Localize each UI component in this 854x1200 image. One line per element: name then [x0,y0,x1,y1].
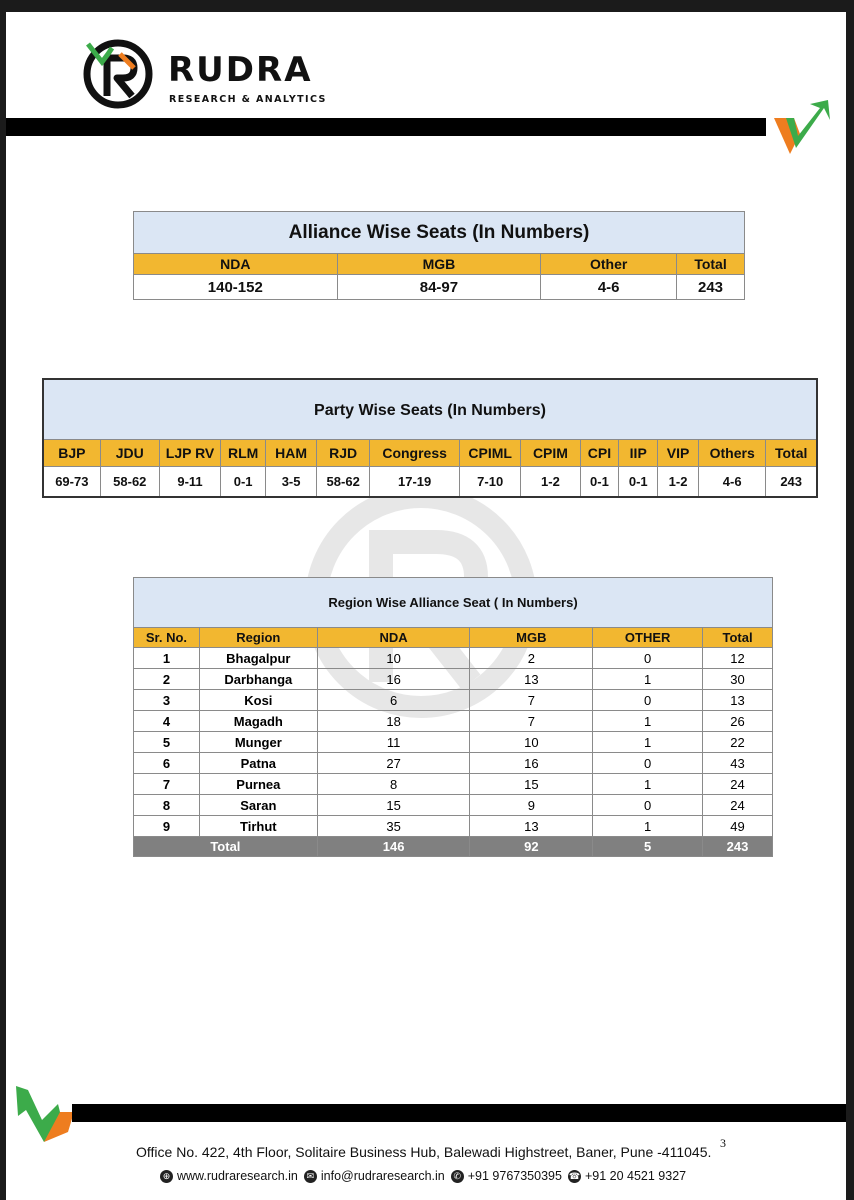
party-header-rjd: RJD [317,439,370,466]
region-cell-mgb: 13 [470,816,593,837]
region-header-nda: NDA [317,628,470,648]
region-total-nda: 146 [317,837,470,857]
region-cell-sr-no: 6 [134,753,200,774]
footer-arrow-icon [14,1082,80,1146]
region-cell-nda: 16 [317,669,470,690]
party-header-jdu: JDU [100,439,159,466]
region-cell-total: 43 [703,753,773,774]
alliance-table [133,211,745,300]
party-table [42,378,818,498]
region-cell-total: 24 [703,795,773,816]
region-cell-mgb: 15 [470,774,593,795]
party-value-ljp-rv: 9-11 [159,466,220,497]
region-cell-total: 13 [703,690,773,711]
region-cell-mgb: 7 [470,690,593,711]
email-icon: ✉ [304,1170,317,1183]
footer-phone-2[interactable]: +91 20 4521 9327 [584,1169,687,1183]
party-value-cpiml: 7-10 [460,466,521,497]
region-cell-nda: 6 [317,690,470,711]
party-header-congress: Congress [370,439,460,466]
region-cell-nda: 27 [317,753,470,774]
party-value-cpi: 0-1 [580,466,619,497]
table-row [134,816,773,837]
alliance-header-total: Total [677,254,745,275]
alliance-value-nda: 140-152 [134,275,338,300]
region-cell-other: 0 [593,648,703,669]
region-cell-total: 30 [703,669,773,690]
region-cell-region: Munger [199,732,317,753]
region-cell-other: 0 [593,795,703,816]
header-rule [6,118,766,136]
party-value-total: 243 [766,466,817,497]
region-cell-sr-no: 7 [134,774,200,795]
region-cell-region: Bhagalpur [199,648,317,669]
region-cell-region: Darbhanga [199,669,317,690]
phone-icon: ☎ [568,1170,581,1181]
alliance-header-nda: NDA [134,254,338,275]
party-header-rlm: RLM [221,439,266,466]
party-value-cpim: 1-2 [521,466,580,497]
region-cell-mgb: 13 [470,669,593,690]
party-header-total: Total [766,439,817,466]
rudra-logo-icon [82,38,154,110]
party-header-cpiml: CPIML [460,439,521,466]
footer-phone-1[interactable]: +91 9767350395 [467,1169,562,1183]
region-table [133,577,773,857]
party-header-ham: HAM [266,439,317,466]
region-cell-sr-no: 5 [134,732,200,753]
party-header-cpim: CPIM [521,439,580,466]
region-cell-sr-no: 8 [134,795,200,816]
region-cell-sr-no: 9 [134,816,200,837]
region-cell-region: Kosi [199,690,317,711]
party-header-vip: VIP [658,439,699,466]
region-cell-sr-no: 3 [134,690,200,711]
region-cell-region: Saran [199,795,317,816]
region-cell-nda: 35 [317,816,470,837]
party-header-iip: IIP [619,439,658,466]
footer-address: Office No. 422, 4th Floor, Solitaire Business Hub, Balewadi Highstreet, Baner, Pune -411045. [136,1144,712,1160]
region-cell-total: 26 [703,711,773,732]
table-row [134,795,773,816]
region-cell-nda: 15 [317,795,470,816]
party-value-congress: 17-19 [370,466,460,497]
region-total-total: 243 [703,837,773,857]
table-row [134,732,773,753]
party-value-jdu: 58-62 [100,466,159,497]
region-cell-total: 12 [703,648,773,669]
table-row [134,648,773,669]
table-row [134,711,773,732]
report-page [6,12,846,1200]
page-number: 3 [720,1136,726,1150]
footer-rule [72,1104,846,1122]
region-cell-other: 0 [593,690,703,711]
party-header-ljp-rv: LJP RV [159,439,220,466]
region-cell-other: 1 [593,669,703,690]
region-header-total: Total [703,628,773,648]
party-value-iip: 0-1 [619,466,658,497]
alliance-header-other: Other [541,254,677,275]
region-cell-other: 1 [593,711,703,732]
footer-website[interactable]: www.rudraresearch.in [177,1169,298,1183]
party-value-vip: 1-2 [658,466,699,497]
footer-contacts [154,1169,686,1183]
region-cell-other: 1 [593,774,703,795]
region-header-mgb: MGB [470,628,593,648]
footer-email[interactable]: info@rudraresearch.in [320,1169,445,1183]
party-header-bjp: BJP [43,439,100,466]
region-total-label: Total [134,837,318,857]
region-cell-mgb: 7 [470,711,593,732]
region-cell-sr-no: 1 [134,648,200,669]
region-cell-region: Tirhut [199,816,317,837]
header-arrow-icon [772,98,834,158]
alliance-value-total: 243 [677,275,745,300]
alliance-value-mgb: 84-97 [337,275,541,300]
brand-tagline: RESEARCH & ANALYTICS [169,94,327,105]
whatsapp-icon: ✆ [451,1170,464,1183]
region-header-sr-no: Sr. No. [134,628,200,648]
party-value-others: 4-6 [698,466,765,497]
region-cell-other: 0 [593,753,703,774]
brand-name: RUDRA [168,50,313,90]
region-cell-region: Purnea [199,774,317,795]
region-cell-mgb: 9 [470,795,593,816]
table-row [134,753,773,774]
region-header-other: OTHER [593,628,703,648]
region-cell-nda: 10 [317,648,470,669]
party-header-others: Others [698,439,765,466]
region-total-other: 5 [593,837,703,857]
table-row [134,690,773,711]
party-value-bjp: 69-73 [43,466,100,497]
region-cell-total: 49 [703,816,773,837]
region-cell-total: 24 [703,774,773,795]
region-cell-sr-no: 2 [134,669,200,690]
party-value-rjd: 58-62 [317,466,370,497]
region-cell-nda: 11 [317,732,470,753]
table-row [134,774,773,795]
globe-icon: ⊕ [160,1170,173,1183]
region-cell-mgb: 2 [470,648,593,669]
alliance-value-other: 4-6 [541,275,677,300]
party-table-title: Party Wise Seats (In Numbers) [43,379,817,439]
region-cell-region: Magadh [199,711,317,732]
table-row [134,669,773,690]
region-cell-mgb: 16 [470,753,593,774]
region-cell-total: 22 [703,732,773,753]
region-cell-other: 1 [593,816,703,837]
region-total-mgb: 92 [470,837,593,857]
alliance-header-mgb: MGB [337,254,541,275]
party-header-cpi: CPI [580,439,619,466]
alliance-table-title: Alliance Wise Seats (In Numbers) [134,212,745,254]
region-cell-other: 1 [593,732,703,753]
region-table-title: Region Wise Alliance Seat ( In Numbers) [134,578,773,628]
region-cell-nda: 18 [317,711,470,732]
region-cell-sr-no: 4 [134,711,200,732]
party-value-ham: 3-5 [266,466,317,497]
region-cell-nda: 8 [317,774,470,795]
region-header-region: Region [199,628,317,648]
party-value-rlm: 0-1 [221,466,266,497]
region-cell-region: Patna [199,753,317,774]
region-cell-mgb: 10 [470,732,593,753]
